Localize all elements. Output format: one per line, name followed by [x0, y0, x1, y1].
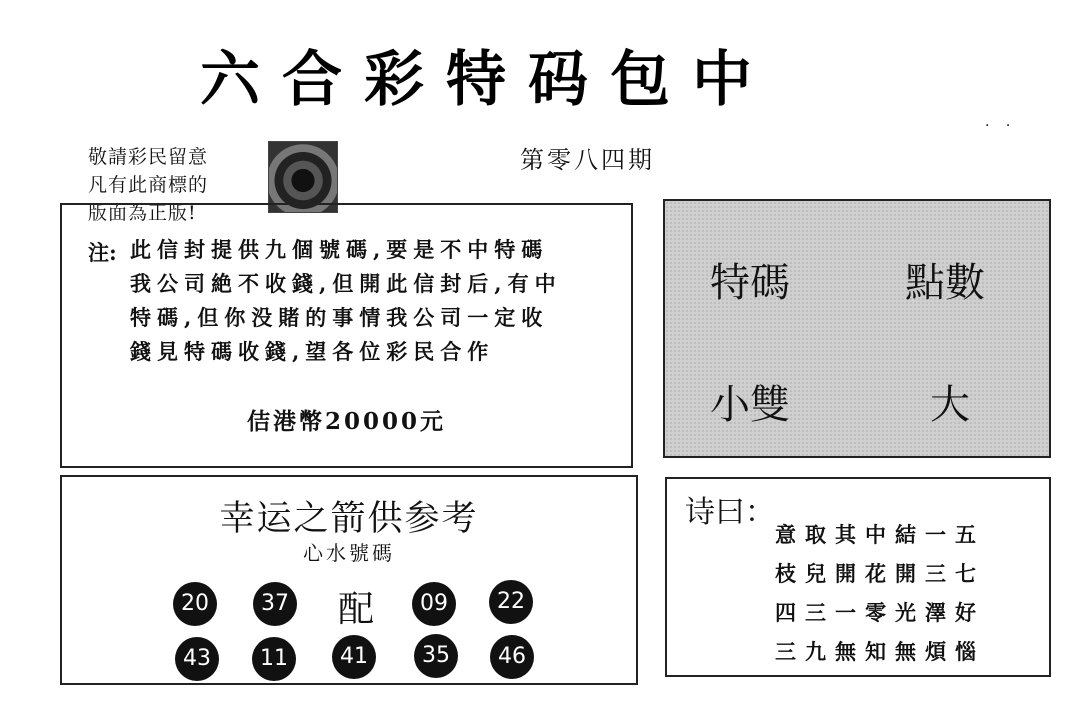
corner-marks: · ·: [985, 118, 1017, 134]
note-line: 我公司絶不收錢,但開此信封后,有中: [130, 271, 562, 296]
points-label: 點數: [905, 260, 985, 306]
special-code-box: [663, 199, 1051, 458]
lucky-title: 幸运之箭供参考: [219, 499, 479, 539]
number-ball: 37: [253, 582, 297, 626]
poem-title: 诗曰：: [685, 495, 775, 530]
points-value: 大: [930, 382, 970, 428]
number-ball: 11: [252, 637, 296, 681]
number-ball: 46: [490, 635, 534, 679]
note-line: 特碼,但你没賭的事情我公司一定收: [130, 305, 549, 330]
number-ball: 20: [173, 582, 217, 626]
number-ball: 35: [414, 634, 458, 678]
note-label: 注:: [88, 240, 117, 265]
notice-line: 敬請彩民留意: [88, 146, 209, 168]
number-ball: 41: [332, 635, 376, 679]
notice-line: 凡有此商標的: [88, 174, 209, 196]
poem-line: 三九無知無煩惱: [775, 639, 985, 664]
lucky-subtitle: 心水號碼: [303, 541, 395, 565]
note-box: [60, 203, 633, 468]
issue-number: 第零八四期: [520, 146, 655, 174]
number-ball: 22: [489, 580, 533, 624]
deposit-text: 佶港幣20000元: [246, 408, 447, 435]
note-line: 錢見特碼收錢,望各位彩民合作: [130, 339, 495, 364]
poem-box: [665, 477, 1051, 677]
pair-label: 配: [338, 589, 375, 630]
notice-line: 版面為正版!: [88, 202, 197, 224]
lucky-numbers-box: [60, 475, 638, 685]
special-label: 特碼: [710, 260, 790, 306]
poem-line: 枝兒開花開三七: [775, 561, 985, 586]
poem-line: 四三一零光澤好: [775, 600, 985, 625]
page-title: 六合彩特码包中: [200, 45, 774, 115]
poem-line: 意取其中結一五: [775, 522, 985, 547]
number-ball: 09: [412, 582, 456, 626]
special-value: 小雙: [710, 382, 790, 428]
note-line: 此信封提供九個號碼,要是不中特碼: [130, 237, 549, 262]
number-ball: 43: [175, 637, 219, 681]
